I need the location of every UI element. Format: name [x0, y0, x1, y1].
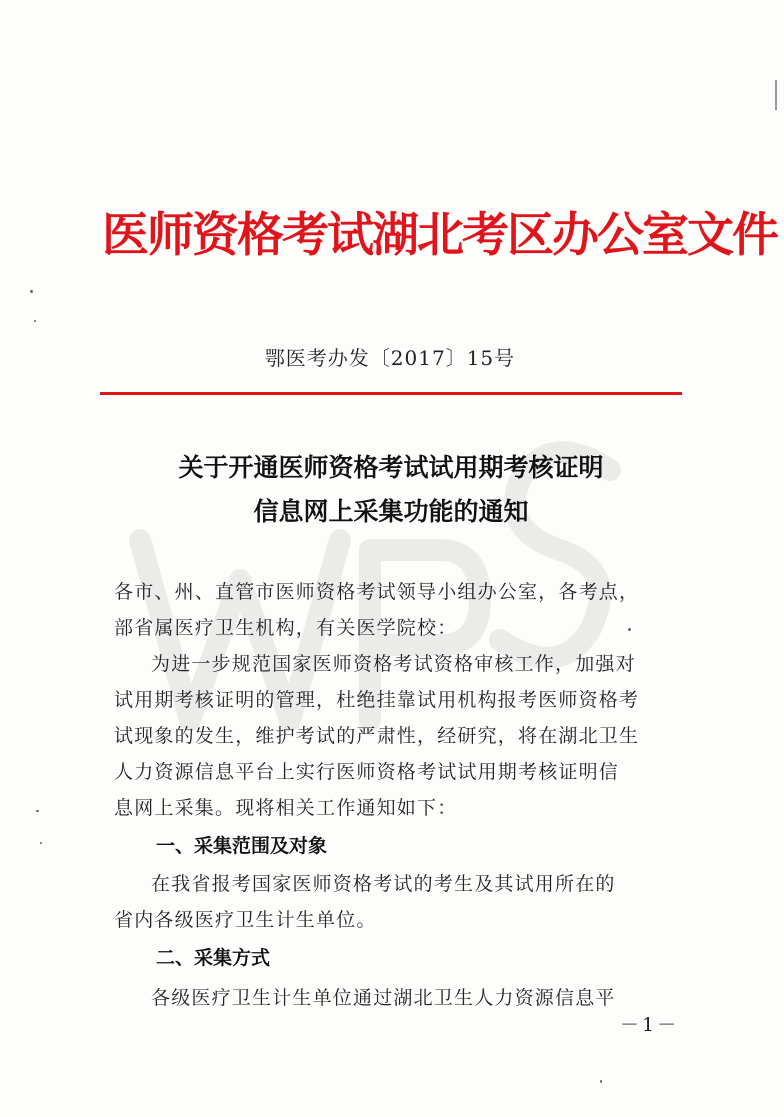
notice-title — [100, 446, 682, 534]
addressee-line: 部省属医疗卫生机构，有关医学院校： — [114, 617, 458, 639]
scan-speck — [775, 80, 777, 110]
paragraph-line: 人力资源信息平台上实行医师资格考试试用期考核证明信 — [114, 761, 620, 783]
scan-speck — [40, 842, 42, 844]
page-number: －1－ — [620, 1014, 680, 1036]
document-number: 鄂医考办发〔2017〕15号 — [264, 346, 516, 370]
paragraph-line: 试现象的发生，维护考试的严肃性，经研究，将在湖北卫生 — [114, 725, 640, 747]
scan-speck — [600, 1080, 602, 1083]
paragraph-line: 在我省报考国家医师资格考试的考生及其试用所在的 — [151, 873, 616, 895]
scan-speck — [36, 810, 39, 812]
notice-title-line: 关于开通医师资格考试试用期考核证明 — [178, 453, 604, 482]
notice-title-line: 信息网上采集功能的通知 — [253, 497, 529, 526]
paragraph-line: 息网上采集。现将相关工作通知如下： — [114, 797, 458, 819]
paragraph-line: 省内各级医疗卫生计生单位。 — [114, 909, 377, 931]
scan-speck — [30, 290, 33, 293]
section-heading: 二、采集方式 — [156, 947, 271, 969]
addressee-line: 各市、州、直管市医师资格考试领导小组办公室，各考点， — [114, 581, 640, 603]
scan-speck — [34, 320, 36, 322]
issuer-header-title: 医师资格考试湖北考区办公室文件 — [102, 208, 777, 263]
section-heading: 一、采集范围及对象 — [156, 835, 328, 857]
paragraph-line: 为进一步规范国家医师资格考试资格审核工作，加强对 — [151, 653, 636, 675]
paragraph-line: 试用期考核证明的管理，杜绝挂靠试用机构报考医师资格考 — [114, 689, 640, 711]
paragraph-line: 各级医疗卫生计生单位通过湖北卫生人力资源信息平 — [151, 987, 616, 1009]
red-divider-line — [100, 392, 682, 395]
